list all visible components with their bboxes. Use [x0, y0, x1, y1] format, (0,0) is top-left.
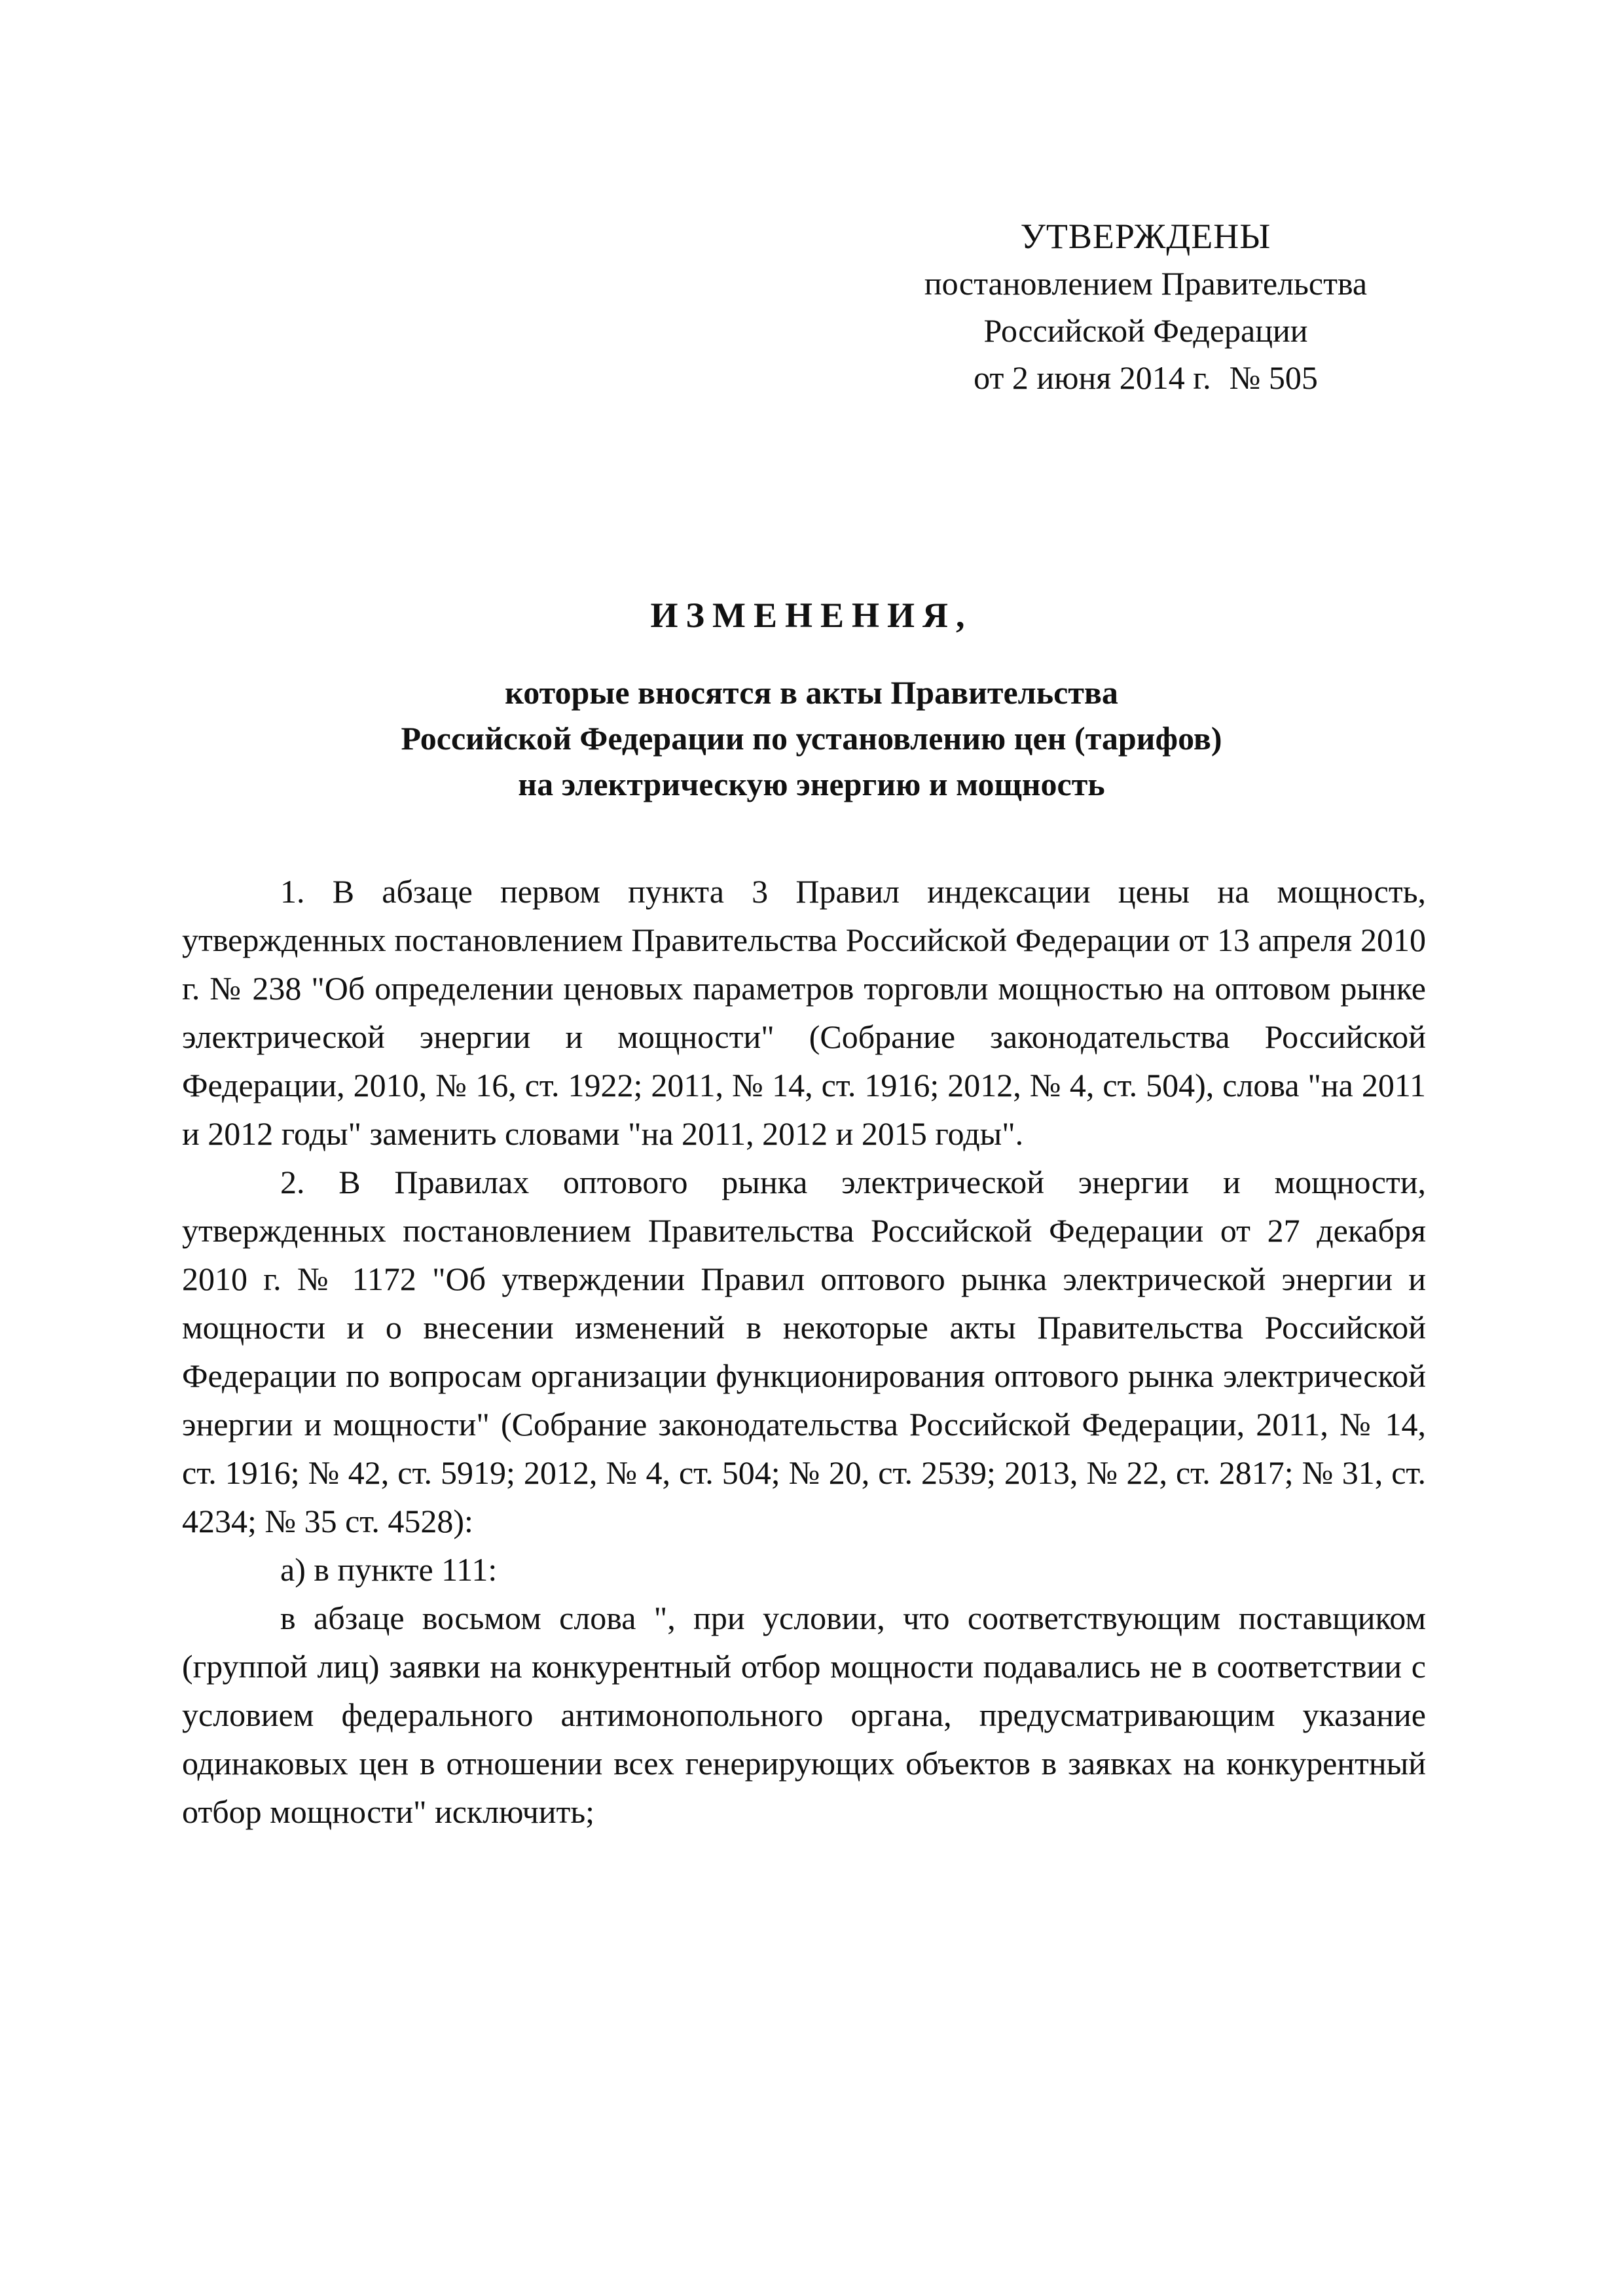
paragraph-4: в абзаце восьмом слова ", при условии, что соответствующим поставщиком (группой лиц) заявки на конкурентный отбор мощности подавались не в соответствии с условием федерального антимонопольного органа, предусматривающим указание одинаковых цен в отношении всех генерирующих объектов в заявках на конкурентный отбор мощности" исключить; — [182, 1600, 1426, 1830]
document-title-block — [0, 592, 1623, 807]
document-body — [182, 867, 1426, 1836]
approval-date: от 2 июня 2014 г. — [974, 359, 1211, 396]
approval-line-2: Российской Федерации — [983, 312, 1308, 349]
document-heading: ИЗМЕНЕНИЯ, — [650, 596, 973, 635]
approval-date-line — [864, 354, 1427, 401]
approval-line-1: постановлением Правительства — [924, 265, 1368, 302]
approval-title: УТВЕРЖДЕНЫ — [1020, 217, 1271, 256]
subheading-line-3: на электрическую энергию и мощность — [518, 766, 1105, 802]
paragraph-1: 1. В абзаце первом пункта 3 Правил индексации цены на мощность, утвержденных постановлением Правительства Российской Федерации от 13 апреля 2010 г. № 238 "Об определении ценовых параметров торговли мощностью на оптовом рынке электрической энергии и мощности" (Собрание законодательства Российской Федерации, 2010, № 16, ст. 1922; 2011, № 14, ст. 1916; 2012, № 4, ст. 504), слова "на 2011 и 2012 годы" заменить словами "на 2011, 2012 и 2015 годы". — [182, 873, 1426, 1152]
approval-stamp — [864, 213, 1427, 401]
approval-number: № 505 — [1229, 359, 1318, 396]
paragraph-3: а) в пункте 111: — [280, 1551, 498, 1588]
subheading-line-2: Российской Федерации по установлению цен (тарифов) — [401, 720, 1222, 757]
document-subheading — [0, 670, 1623, 807]
subheading-line-1: которые вносятся в акты Правительства — [505, 674, 1118, 711]
paragraph-2: 2. В Правилах оптового рынка электрической энергии и мощности, утвержденных постановлением Правительства Российской Федерации от 27 декабря 2010 г. № 1172 "Об утверждении Правил оптового рынка электрической энергии и мощности и о внесении изменений в некоторые акты Правительства Российской Федерации по вопросам организации функционирования оптового рынка электрической энергии и мощности" (Собрание законодательства Российской Федерации, 2011, № 14, ст. 1916; № 42, ст. 5919; 2012, № 4, ст. 504; № 20, ст. 2539; 2013, № 22, ст. 2817; № 31, ст. 4234; № 35 ст. 4528): — [182, 1164, 1426, 1539]
